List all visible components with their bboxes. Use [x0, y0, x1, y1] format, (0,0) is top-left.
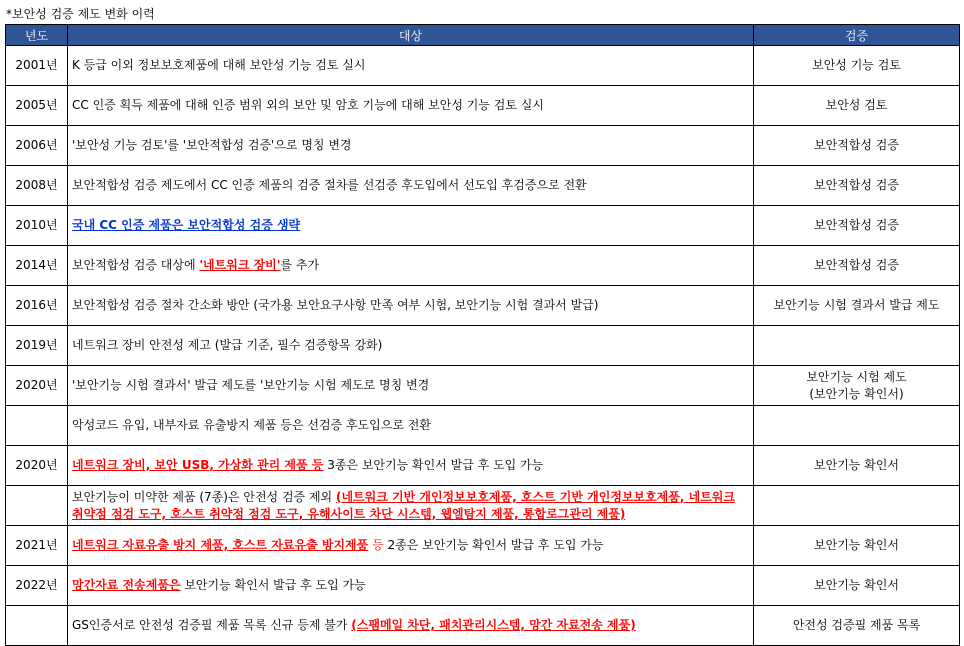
- target-cell: [68, 166, 754, 206]
- table-row: [6, 526, 960, 566]
- table-row: [6, 446, 960, 486]
- highlight-red-text: (네트워크 기반 개인정보보호제품, 호스트 기반 개인정보보호제품, 네트워크 취약점 점검 도구, 호스트 취약점 점검 도구, 유해사이트 차단 시스템, 웹엘탐지 제품, 통합로그관리 제품): [72, 489, 735, 521]
- target-cell: [68, 486, 754, 526]
- check-text: 보안기능 시험 제도: [806, 369, 907, 384]
- highlight-red-suffix: 등: [368, 538, 384, 552]
- table-row: [6, 406, 960, 446]
- target-cell: [68, 606, 754, 646]
- target-cell: [68, 526, 754, 566]
- year-cell: 2020년: [6, 446, 68, 486]
- target-text: GS인증서로 안전성 검증필 제품 목록 신규 등제 불가: [72, 618, 352, 632]
- check-cell: 안전성 검증필 제품 목록: [754, 606, 960, 646]
- table-row: [6, 246, 960, 286]
- target-cell: [68, 366, 754, 406]
- target-text: 네트워크 장비 안전성 제고 (발급 기준, 필수 검증항목 강화): [72, 338, 383, 352]
- year-cell: 2010년: [6, 206, 68, 246]
- highlight-blue-text: 국내 CC 인증 제품은 보안적합성 검증 생략: [72, 218, 301, 232]
- target-text: '보안성 기능 검토'를 '보안적합성 검증'으로 명칭 변경: [72, 138, 352, 152]
- target-text: CC 인증 획득 제품에 대해 인증 범위 외의 보안 및 암호 기능에 대해 보안성 기능 검토 실시: [72, 98, 544, 112]
- header-check: 검증: [754, 25, 960, 46]
- check-cell: 보안적합성 검증: [754, 166, 960, 206]
- check-cell: 보안적합성 검증: [754, 126, 960, 166]
- target-cell: [68, 246, 754, 286]
- year-cell: [6, 606, 68, 646]
- check-cell: 보안기능 시험 결과서 발급 제도: [754, 286, 960, 326]
- highlight-red-text: 네트워크 장비, 보안 USB, 가상화 관리 제품 등: [72, 458, 324, 472]
- target-text: '보안기능 시험 결과서' 발급 제도를 '보안기능 시험 제도로 명칭 변경: [72, 378, 430, 392]
- target-text: 보안적합성 검증 제도에서 CC 인증 제품의 검증 절차를 선검증 후도입에서 선도입 후검증으로 전환: [72, 178, 587, 192]
- target-cell: [68, 446, 754, 486]
- year-cell: [6, 486, 68, 526]
- check-subtext: (보안기능 확인서): [809, 386, 904, 401]
- check-cell: 보안성 검토: [754, 86, 960, 126]
- year-cell: 2019년: [6, 326, 68, 366]
- table-row: [6, 606, 960, 646]
- header-year: 년도: [6, 25, 68, 46]
- history-table: [5, 24, 960, 646]
- header-row: [6, 25, 960, 46]
- check-cell: 보안기능 확인서: [754, 446, 960, 486]
- table-row: [6, 286, 960, 326]
- target-text: 보안적합성 검증 절차 간소화 방안 (국가용 보안요구사항 만족 여부 시험, 보안기능 시험 결과서 발급): [72, 298, 599, 312]
- year-cell: 2022년: [6, 566, 68, 606]
- year-cell: 2005년: [6, 86, 68, 126]
- target-cell: [68, 286, 754, 326]
- check-cell: [754, 486, 960, 526]
- table-row: [6, 126, 960, 166]
- highlight-red-text: 네트워크 자료유출 방지 제품, 호스트 자료유출 방지제품: [72, 538, 369, 552]
- highlight-red-text: '네트워크 장비': [199, 258, 281, 272]
- table-row: [6, 86, 960, 126]
- target-text: 보안기능이 미약한 제품 (7종)은 안전성 검증 제외: [72, 489, 336, 504]
- table-row: [6, 46, 960, 86]
- target-cell: [68, 126, 754, 166]
- target-cell: [68, 206, 754, 246]
- target-cell: [68, 86, 754, 126]
- header-target: 대상: [68, 25, 754, 46]
- check-cell: [754, 326, 960, 366]
- year-cell: 2006년: [6, 126, 68, 166]
- target-cell: [68, 406, 754, 446]
- check-cell: 보안기능 확인서: [754, 566, 960, 606]
- check-cell: 보안적합성 검증: [754, 246, 960, 286]
- check-cell: [754, 406, 960, 446]
- year-cell: 2001년: [6, 46, 68, 86]
- check-cell: 보안성 기능 검토: [754, 46, 960, 86]
- year-cell: 2016년: [6, 286, 68, 326]
- table-row: [6, 326, 960, 366]
- target-text-tail: 보안기능 확인서 발급 후 도입 가능: [180, 578, 366, 592]
- target-text-tail: 2종은 보안기능 확인서 발급 후 도입 가능: [383, 538, 604, 552]
- check-cell: [754, 366, 960, 406]
- target-text: K 등급 이외 정보보호제품에 대해 보안성 기능 검토 실시: [72, 58, 366, 72]
- year-cell: 2014년: [6, 246, 68, 286]
- year-cell: 2020년: [6, 366, 68, 406]
- table-row: [6, 486, 960, 526]
- table-row: [6, 566, 960, 606]
- target-text: 보안적합성 검증 대상에: [72, 258, 200, 272]
- table-row: [6, 206, 960, 246]
- year-cell: 2021년: [6, 526, 68, 566]
- target-cell: [68, 566, 754, 606]
- highlight-red-text: (스팸메일 차단, 패치관리시스템, 망간 자료전송 제품): [351, 618, 636, 632]
- target-cell: [68, 46, 754, 86]
- table-row: [6, 166, 960, 206]
- highlight-red-text: 망간자료 전송제품은: [72, 578, 181, 592]
- year-cell: 2008년: [6, 166, 68, 206]
- check-cell: 보안기능 확인서: [754, 526, 960, 566]
- check-cell: 보안적합성 검증: [754, 206, 960, 246]
- target-cell: [68, 326, 754, 366]
- target-text-tail: 를 추가: [280, 258, 320, 272]
- year-cell: [6, 406, 68, 446]
- target-text: 악성코드 유입, 내부자료 유출방지 제품 등은 선검증 후도입으로 전환: [72, 418, 431, 432]
- table-caption: *보안성 검증 제도 변화 이력: [6, 7, 155, 21]
- table-row: [6, 366, 960, 406]
- target-text-tail: 3종은 보안기능 확인서 발급 후 도입 가능: [323, 458, 544, 472]
